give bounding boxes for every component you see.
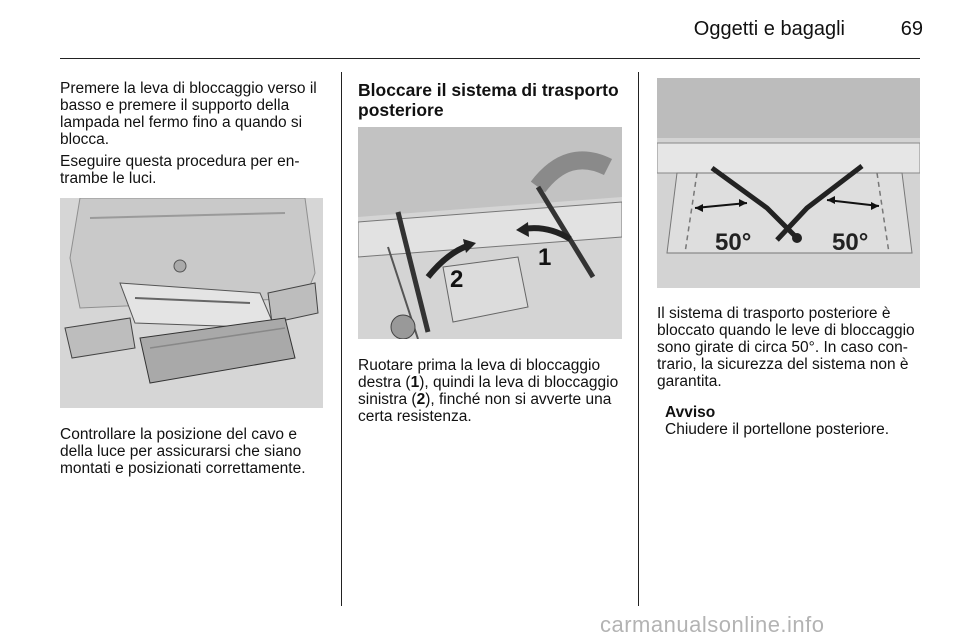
paragraph-locked-condition: Il sistema di trasporto posteriore è bloccato quando le leve di bloccaggio sono girate di circa 50°. In caso con-trario, la sicurezza del sistema non è garantita. (657, 305, 915, 390)
text-part: ), quindi la leva di bloccaggio sinistra ( (358, 374, 619, 408)
angle-label-left: 50° (715, 229, 752, 256)
illustration-locking-levers (358, 127, 622, 339)
figure-label-2: 2 (450, 266, 464, 293)
notice-box (665, 404, 925, 438)
header-rule (60, 58, 920, 59)
column-divider-right (638, 72, 639, 606)
paragraph-rotate-levers (358, 357, 630, 425)
paragraph-press-lever: Premere la leva di bloccaggio verso il basso e premere il supporto della lampada nel fermo fino a quando si blocca. (60, 80, 317, 148)
angle-label-right: 50° (832, 229, 869, 256)
section-title: Oggetti e bagagli (693, 18, 845, 40)
ref-number-1: 1 (410, 374, 420, 391)
notice-title: Avviso (665, 404, 716, 421)
illustration-rear-carrier-lights (60, 198, 323, 408)
illustration-lever-angles (657, 78, 920, 288)
text-part: ), finché non si avverte una certa resistenza. (358, 391, 612, 425)
text-part: Ruotare prima la leva di bloccaggio destra ( (358, 357, 601, 391)
section-heading: Bloccare il sistema di trasporto posteriore (358, 80, 619, 120)
watermark-text: carmanualsonline.info (600, 612, 825, 637)
notice-text: Chiudere il portellone posteriore. (665, 421, 890, 438)
column-divider-left (341, 72, 342, 606)
page-number: 69 (900, 18, 923, 40)
paragraph-both-lights: Eseguire questa procedura per en-trambe le luci. (60, 153, 300, 187)
ref-number-2: 2 (416, 391, 426, 408)
figure-label-1: 1 (538, 244, 552, 271)
paragraph-check-cable: Controllare la posizione del cavo e della luce per assicurarsi che siano montati e posizionati correttamente. (60, 426, 306, 477)
